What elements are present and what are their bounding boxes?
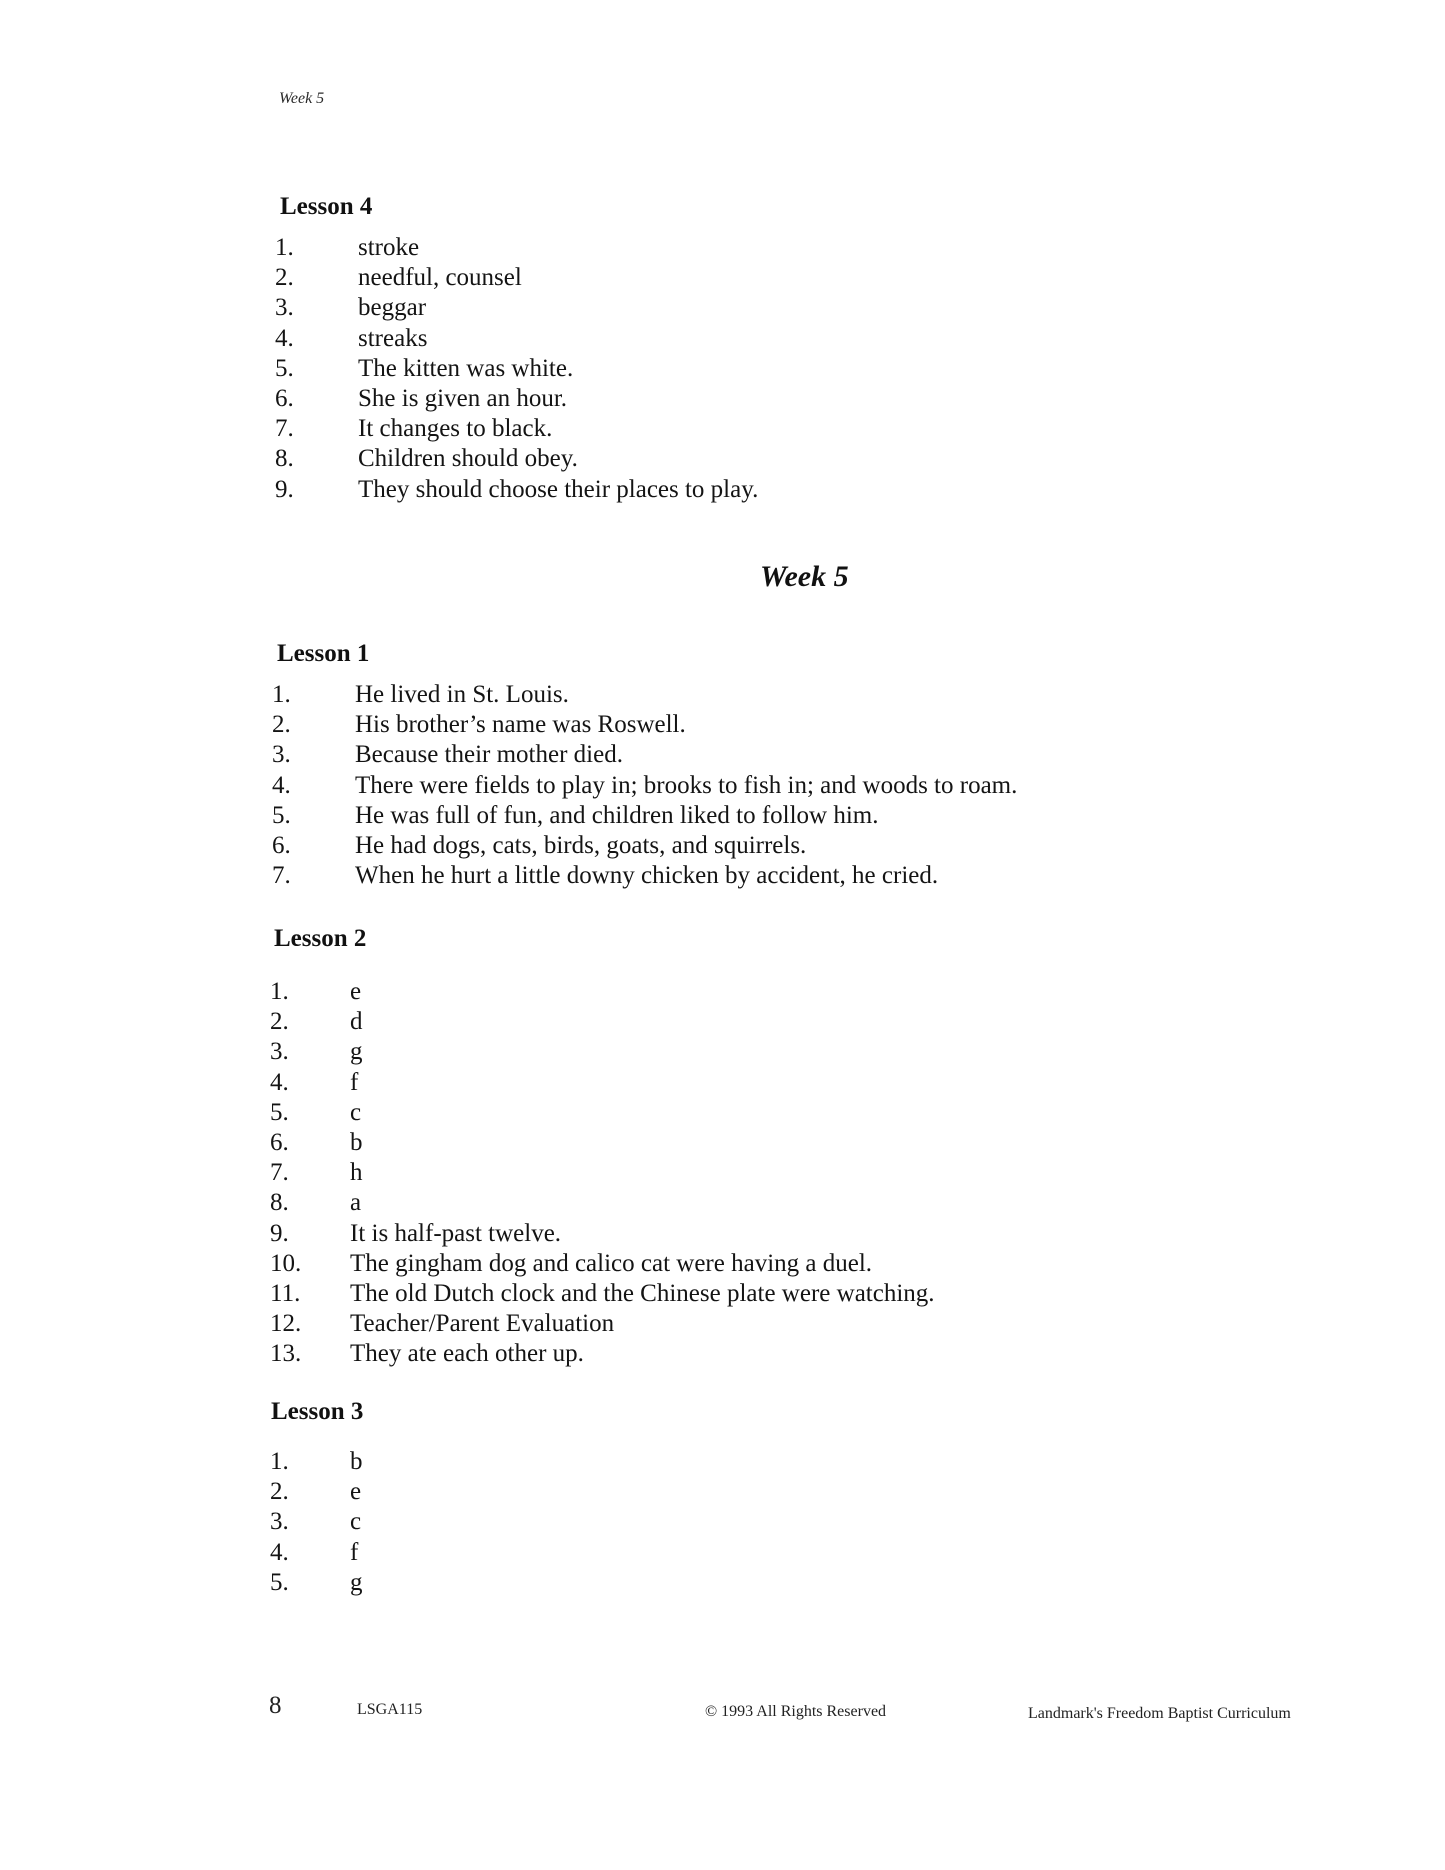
answer-item	[272, 680, 1272, 710]
answer-text: Children should obey.	[358, 445, 578, 473]
lesson-4-answer-list	[275, 233, 1175, 505]
lesson-2-answer-list	[270, 977, 1270, 1369]
answer-number: 3.	[270, 1508, 289, 1536]
answer-number: 1.	[270, 978, 289, 1005]
answer-text: He lived in St. Louis.	[355, 681, 569, 708]
answer-text: c	[350, 1098, 362, 1126]
answer-number: 3.	[275, 294, 294, 322]
answer-text: The old Dutch clock and the Chinese plate were watching.	[350, 1279, 935, 1307]
answer-number: 2.	[270, 1478, 289, 1506]
course-code: LSGA115	[357, 1701, 423, 1718]
answer-text: b	[350, 1448, 363, 1475]
answer-number: 4.	[270, 1068, 289, 1096]
answer-item	[270, 1447, 870, 1477]
answer-item	[270, 1309, 1270, 1339]
answer-number: 8.	[270, 1189, 289, 1217]
answer-number: 2.	[275, 264, 294, 292]
answer-text: She is given an hour.	[358, 384, 568, 412]
answer-text: a	[350, 1189, 362, 1217]
answer-text: beggar	[358, 294, 427, 322]
answer-number: 5.	[275, 354, 294, 382]
answer-item	[272, 861, 1272, 891]
answer-item	[270, 977, 1270, 1007]
answer-number: 1.	[272, 681, 291, 708]
answer-item	[272, 740, 1272, 770]
answer-text: They ate each other up.	[350, 1340, 584, 1368]
publisher-name: Landmark's Freedom Baptist Curriculum	[1028, 1705, 1291, 1722]
running-head: Week 5	[279, 90, 325, 107]
answer-number: 8.	[275, 445, 294, 473]
answer-number: 1.	[270, 1448, 289, 1475]
answer-number: 12.	[270, 1310, 302, 1338]
answer-item	[270, 1477, 870, 1507]
answer-item	[272, 831, 1272, 861]
answer-item	[270, 1128, 1270, 1158]
answer-item	[270, 1507, 870, 1537]
answer-text: g	[350, 1038, 363, 1066]
answer-item	[270, 1279, 1270, 1309]
answer-text: Teacher/Parent Evaluation	[350, 1310, 615, 1338]
lesson-3-answer-list	[270, 1447, 870, 1598]
answer-text: There were fields to play in; brooks to fish in; and woods to roam.	[355, 771, 1018, 799]
answer-item	[272, 801, 1272, 831]
answer-text: f	[350, 1068, 359, 1096]
lesson-3-heading: Lesson 3	[271, 1398, 364, 1425]
answer-number: 7.	[272, 862, 291, 890]
answer-number: 9.	[270, 1219, 289, 1247]
answer-number: 7.	[275, 415, 294, 443]
answer-item	[275, 444, 1175, 474]
answer-item	[270, 1538, 870, 1568]
answer-item	[275, 384, 1175, 414]
answer-text: When he hurt a little downy chicken by accident, he cried.	[355, 862, 939, 890]
answer-text: streaks	[358, 324, 428, 352]
answer-text: It is half-past twelve.	[350, 1219, 562, 1247]
answer-item	[275, 324, 1175, 354]
answer-number: 3.	[272, 741, 291, 769]
answer-item	[270, 1219, 1270, 1249]
answer-item	[272, 710, 1272, 740]
answer-text: e	[350, 978, 362, 1005]
lesson-4-heading: Lesson 4	[280, 193, 373, 220]
answer-number: 6.	[272, 831, 291, 859]
answer-number: 4.	[275, 324, 294, 352]
answer-text: His brother’s name was Roswell.	[355, 711, 686, 739]
answer-item	[270, 1037, 1270, 1067]
answer-text: The kitten was white.	[358, 354, 574, 382]
answer-text: f	[350, 1538, 359, 1566]
answer-item	[275, 475, 1175, 505]
answer-item	[275, 263, 1175, 293]
answer-number: 5.	[270, 1098, 289, 1126]
answer-text: It changes to black.	[358, 415, 553, 443]
page-number: 8	[269, 1692, 282, 1719]
answer-number: 1.	[275, 234, 294, 261]
copyright-notice: © 1993 All Rights Reserved	[705, 1703, 887, 1720]
answer-item	[270, 1068, 1270, 1098]
answer-number: 4.	[272, 771, 291, 799]
answer-item	[270, 1188, 1270, 1218]
answer-number: 2.	[270, 1008, 289, 1036]
answer-number: 10.	[270, 1249, 302, 1277]
answer-number: 5.	[270, 1568, 289, 1596]
answer-number: 4.	[270, 1538, 289, 1566]
answer-number: 6.	[270, 1128, 289, 1156]
answer-text: h	[350, 1159, 363, 1187]
answer-item	[270, 1098, 1270, 1128]
week-heading: Week 5	[760, 560, 849, 593]
answer-item	[270, 1339, 1270, 1369]
answer-text: stroke	[358, 234, 420, 261]
answer-number: 11.	[270, 1279, 301, 1307]
answer-text: The gingham dog and calico cat were having a duel.	[350, 1249, 873, 1277]
answer-number: 2.	[272, 711, 291, 739]
lesson-2-heading: Lesson 2	[274, 925, 367, 952]
answer-text: g	[350, 1568, 363, 1596]
answer-number: 9.	[275, 475, 294, 503]
answer-number: 6.	[275, 384, 294, 412]
answer-text: d	[350, 1008, 363, 1036]
lesson-1-answer-list	[272, 680, 1272, 891]
answer-item	[275, 233, 1175, 263]
answer-item	[275, 293, 1175, 323]
answer-item	[275, 414, 1175, 444]
answer-text: They should choose their places to play.	[358, 475, 759, 503]
answer-number: 5.	[272, 801, 291, 829]
answer-text: b	[350, 1128, 363, 1156]
answer-number: 13.	[270, 1340, 302, 1368]
answer-text: c	[350, 1508, 362, 1536]
answer-number: 7.	[270, 1159, 289, 1187]
answer-item	[270, 1568, 870, 1598]
answer-text: He had dogs, cats, birds, goats, and squirrels.	[355, 831, 807, 859]
answer-item	[270, 1158, 1270, 1188]
answer-item	[270, 1007, 1270, 1037]
answer-text: e	[350, 1478, 362, 1506]
answer-text: He was full of fun, and children liked to follow him.	[355, 801, 879, 829]
lesson-1-heading: Lesson 1	[277, 640, 370, 667]
answer-item	[270, 1249, 1270, 1279]
answer-item	[275, 354, 1175, 384]
answer-text: needful, counsel	[358, 264, 522, 292]
answer-item	[272, 771, 1272, 801]
answer-number: 3.	[270, 1038, 289, 1066]
answer-text: Because their mother died.	[355, 741, 623, 769]
